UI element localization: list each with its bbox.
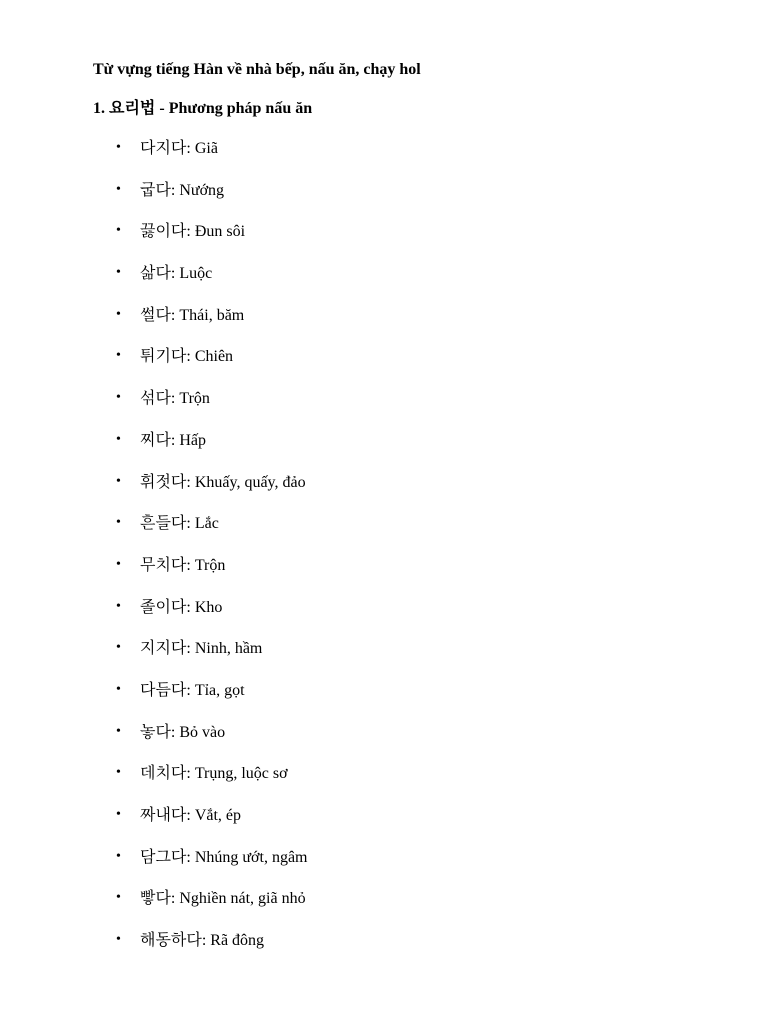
list-item <box>93 386 733 428</box>
vietnamese-meaning: : Trụng, luộc sơ <box>186 765 288 783</box>
list-item <box>93 803 733 845</box>
list-item <box>93 595 733 637</box>
vietnamese-meaning: : Bỏ vào <box>170 723 226 741</box>
vietnamese-meaning: : Ninh, hầm <box>186 640 263 658</box>
vietnamese-meaning: : Nướng <box>170 181 225 199</box>
document-page <box>93 58 733 970</box>
korean-term: 튀기다 <box>140 346 187 366</box>
vietnamese-meaning: : Nghiền nát, giã nhỏ <box>170 890 306 908</box>
section-heading <box>93 96 733 121</box>
korean-term: 담그다 <box>140 846 187 866</box>
bullet-icon: • <box>116 765 121 781</box>
bullet-icon: • <box>116 390 121 406</box>
document-title: Từ vựng tiếng Hàn về nhà bếp, nấu ăn, chạy hol <box>93 61 421 78</box>
bullet-icon: • <box>116 473 121 489</box>
vietnamese-meaning: : Lắc <box>186 515 219 533</box>
list-item <box>93 886 733 928</box>
bullet-icon: • <box>116 140 121 155</box>
vietnamese-meaning: : Luộc <box>170 265 213 283</box>
vietnamese-meaning: : Kho <box>186 598 223 616</box>
korean-term: 무치다 <box>140 554 187 574</box>
vietnamese-meaning: : Vắt, ép <box>186 807 242 824</box>
korean-term: 섞다 <box>140 388 171 408</box>
bullet-icon: • <box>116 515 121 531</box>
korean-term: 굽다 <box>140 179 171 199</box>
bullet-icon: • <box>116 431 121 447</box>
list-item <box>93 511 733 553</box>
bullet-icon: • <box>116 640 121 656</box>
vietnamese-meaning: : Rã đông <box>201 932 265 950</box>
list-item <box>93 761 733 803</box>
list-item <box>93 178 733 220</box>
list-item <box>93 470 733 512</box>
bullet-icon: • <box>116 223 121 239</box>
bullet-icon: • <box>116 181 121 197</box>
list-item <box>93 261 733 303</box>
bullet-icon: • <box>116 848 121 864</box>
list-item <box>93 678 733 720</box>
vietnamese-meaning: : Chiên <box>186 348 234 366</box>
bullet-icon: • <box>116 890 121 906</box>
list-item <box>93 636 733 678</box>
bullet-icon: • <box>116 598 121 614</box>
vietnamese-meaning: : Nhúng ướt, ngâm <box>186 848 308 866</box>
vietnamese-meaning: : Đun sôi <box>186 223 246 241</box>
list-item <box>93 845 733 887</box>
list-item <box>93 428 733 470</box>
korean-term: 데치다 <box>140 763 187 783</box>
korean-term: 휘젓다 <box>140 471 187 491</box>
korean-term: 삶다 <box>140 263 171 283</box>
list-item <box>93 136 733 178</box>
korean-term: 찌다 <box>140 429 171 449</box>
list-item <box>93 219 733 261</box>
bullet-icon: • <box>116 681 121 697</box>
list-item <box>93 303 733 345</box>
bullet-icon: • <box>116 265 121 281</box>
korean-term: 빻다 <box>140 888 171 908</box>
vocab-list <box>93 136 733 970</box>
vietnamese-meaning: : Hấp <box>170 431 207 449</box>
bullet-icon: • <box>116 932 121 948</box>
vietnamese-meaning: : Giã <box>186 140 218 157</box>
korean-term: 다듬다 <box>140 679 187 699</box>
section-vietnamese-title: - Phương pháp nấu ăn <box>155 100 313 117</box>
vietnamese-meaning: : Tỉa, gọt <box>186 681 245 699</box>
korean-term: 지지다 <box>140 638 187 658</box>
korean-term: 끓이다 <box>140 221 187 241</box>
bullet-icon: • <box>116 807 121 822</box>
korean-term: 흔들다 <box>140 513 187 533</box>
vietnamese-meaning: : Thái, băm <box>170 306 245 324</box>
list-item <box>93 720 733 762</box>
korean-term: 놓다 <box>140 721 171 741</box>
bullet-icon: • <box>116 348 121 364</box>
section-number: 1. <box>93 100 105 117</box>
list-item <box>93 928 733 970</box>
korean-term: 다지다 <box>140 138 187 157</box>
bullet-icon: • <box>116 306 121 322</box>
korean-term: 해동하다 <box>140 930 202 950</box>
korean-term: 썰다 <box>140 304 171 324</box>
list-item <box>93 344 733 386</box>
list-item <box>93 553 733 595</box>
section-korean-title: 요리법 <box>109 98 156 117</box>
korean-term: 졸이다 <box>140 596 187 616</box>
vietnamese-meaning: : Khuấy, quấy, đảo <box>186 473 306 491</box>
bullet-icon: • <box>116 556 121 572</box>
vietnamese-meaning: : Trộn <box>170 390 210 408</box>
vietnamese-meaning: : Trộn <box>186 556 226 574</box>
korean-term: 짜내다 <box>140 805 187 824</box>
bullet-icon: • <box>116 723 121 739</box>
